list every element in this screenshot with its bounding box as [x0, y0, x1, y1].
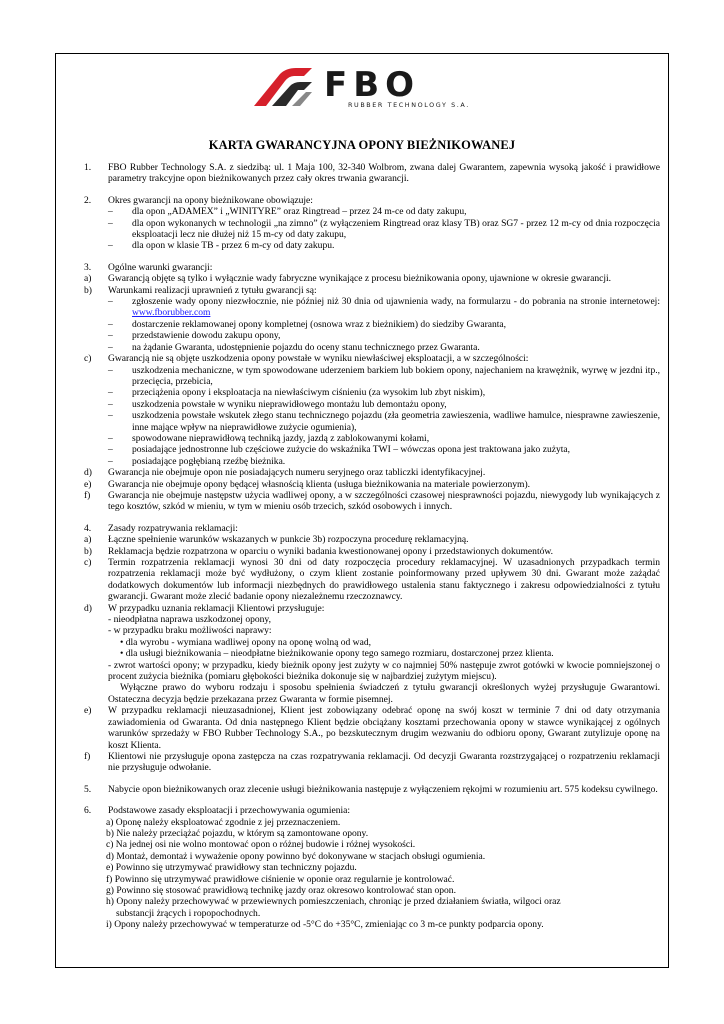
logo-text: FBO — [324, 65, 421, 105]
clause-letter: a) — [84, 273, 92, 285]
clause-b — [84, 285, 660, 296]
clause-text: Gwarancja nie obejmuje opony będącej własnością klienta (usługa bieżnikowania na materiale powierzonym). — [108, 478, 531, 490]
list-item: – dla opon „ADAMEX” i „WINITYRE” oraz Ringtread – przez 24 m-ce od daty zakupu, — [84, 206, 660, 217]
logo-swoosh-light — [292, 92, 312, 106]
remedy-line: - nieodpłatna naprawa uszkodzonej opony, — [108, 614, 271, 626]
clause-letter: d) — [84, 467, 92, 479]
clause-e — [84, 479, 660, 490]
document-title: KARTA GWARANCYJNA OPONY BIEŻNIKOWANEJ — [208, 138, 516, 152]
rule-item: g) Powinno się stosować prawidłową technikę jazdy oraz okresowo kontrolować stan opon. — [106, 884, 456, 896]
section-number: 2. — [84, 194, 92, 206]
rule-item: c) Na jednej osi nie wolno montować opon o różnej budowie i różnej wysokości. — [106, 839, 416, 851]
rule-item: e) Powinno się utrzymywać prawidłowy stan techniczny pojazdu. — [106, 862, 357, 874]
rule-item-continuation: substancji żrących i ropopochodnych. — [116, 907, 261, 919]
clause-f — [84, 490, 660, 513]
clause-d — [84, 603, 660, 614]
list-item-text: zgłoszenie wady opony niezwłocznie, nie później niż 30 dnia od ujawnienia wady, na formularzu - do pobrania na stronie internetowej: — [132, 296, 660, 308]
list-item: – dostarczenie reklamowanej opony kompletnej (osnowa wraz z bieżnikiem) do siedziby Gwaranta, — [84, 319, 660, 330]
remedy-line: - zwrot wartości opony; w przypadku, kiedy bieżnik opony jest zużyty w co najmniej 50% następuje zwrot gotówki w kwocie pomniejszonej o procent zużycia bieżnika (pomiaru głębokości bieżnika dokonuje się w najbardziej zużytym miejscu). — [108, 659, 660, 683]
list-item: – uszkodzenia powstałe wskutek złego stanu technicznego pojazdu (zła geometria zawieszenia, wadliwe hamulce, niesprawne zawieszenie, inne mające wpływ na nieprawidłowe zużycie ogumienia), — [84, 410, 660, 433]
list-item — [84, 296, 660, 319]
section-number: 5. — [84, 783, 92, 795]
section-text: Nabycie opon bieżnikowanych oraz zlecenie usługi bieżnikowania następuje z wyłączeniem rękojmi w rozumieniu art. 575 kodeksu cywilnego. — [108, 783, 658, 795]
section-header — [84, 262, 660, 273]
section-6 — [84, 805, 660, 930]
clause-text: Reklamacja będzie rozpatrzona w oparciu o wyniki badania kwestionowanej opony i przedstawionych dokumentów. — [108, 545, 554, 557]
clause-text: Termin rozpatrzenia reklamacji wynosi 30 dni od daty rozpoczęcia procedury reklamacyjnej. W uzasadnionych przypadkach termin rozpatrzenia reklamacji może być wydłużony, o czym klient zostanie poinformowany przed upływem 30 dni. Gwarant może zażądać dodatkowych dokumentów lub informacji niezbędnych do prawidłowego ustalenia stanu faktycznego i zakresu odpowiedzialności z tytułu gwarancji. Gwarant może zlecić badanie opony niezależnemu rzeczoznawcy. — [108, 557, 660, 603]
clause-text: Gwarancja nie obejmuje następstw użycia wadliwej opony, a w szczególności czasowej niesprawności pojazdu, niewygody lub wynikających z tego kosztów, szkód w mieniu, w tym w mieniu osób trzecich, szkód osobowych i innych. — [108, 489, 660, 513]
clause-letter: f) — [84, 489, 91, 501]
clause-letter: f) — [84, 750, 91, 762]
clause-text: Gwarancja nie obejmuje opon nie posiadających numeru seryjnego oraz tabliczki identyfikacyjnej. — [108, 467, 486, 479]
remedy-paragraph: Wyłączne prawo do wyboru rodzaju i sposobu spełnienia świadczeń z tytułu gwarancji określonych wyżej przysługuje Gwarantowi. Ostateczna decyzja będzie przekazana przez Gwaranta w formie pisemnej. — [108, 682, 660, 705]
rule-item: d) Montaż, demontaż i wyważenie opony powinno być dokonywane w stacjach obsługi ogumienia. — [106, 850, 486, 862]
website-link[interactable]: www.fborubber.com — [132, 307, 211, 319]
rule-item: h) Opony należy przechowywać w przewiewnych pomieszczeniach, chroniąc je przed działaniem światła, wilgoci oraz — [106, 896, 561, 908]
section-number: 3. — [84, 261, 92, 273]
clause-f — [84, 751, 660, 774]
rule-item: a) Oponę należy eksploatować zgodnie z jej przeznaczeniem. — [106, 816, 341, 828]
list-item: – dla opon wykonanych w technologii „na zimno” (z wyłączeniem Ringtread oraz klasy TB) oraz SG7 - przez 12 m-cy od dnia rozpoczęcia eksploatacji lecz nie dłużej niż 15 m-cy od daty zakupu, — [84, 218, 660, 241]
clause-c — [84, 353, 660, 364]
section-heading: Podstawowe zasady eksploatacji i przechowywania ogumienia: — [108, 805, 351, 817]
list-item: – na żądanie Gwaranta, udostępnienie pojazdu do oceny stanu technicznego przez Gwaranta. — [84, 342, 660, 353]
clause-text: Gwarancją nie są objęte uszkodzenia opony powstałe w wyniku niewłaściwej eksploatacji, a w szczególności: — [108, 353, 529, 365]
clause-letter: b) — [84, 284, 92, 296]
clause-text: W przypadku uznania reklamacji Klientowi przysługuje: — [108, 602, 325, 614]
rule-item: b) Nie należy przeciążać pojazdu, w którym są zamontowane opony. — [106, 827, 369, 839]
section-5 — [84, 784, 660, 795]
section-4 — [84, 523, 660, 774]
clause-letter: c) — [84, 557, 92, 568]
clause-text: Łączne spełnienie warunków wskazanych w punkcie 3b) rozpoczyna procedurę reklamacyjną. — [108, 534, 469, 546]
list-item: – uszkodzenia mechaniczne, w tym spowodowane uderzeniem barkiem lub bokiem opony, najechaniem na krawężnik, wyrwę w jezdni itp., przecięcia, przebicia, — [84, 365, 660, 388]
clause-text: W przypadku reklamacji nieuzasadnionej, Klient jest zobowiązany odebrać oponę na swój koszt w terminie 7 dni od daty otrzymania zawiadomienia od Gwaranta. Od dnia następnego Klient będzie obciążany kosztami przechowania opony w stawce wynikającej z ogólnych warunków sprzedaży w FBO Rubber Technology S.A., po bezskutecznym drugim wezwaniu do odbioru opony, Gwarant zutylizuje oponę na koszt Klienta. — [108, 705, 660, 751]
list-item: – spowodowane nieprawidłową techniką jazdy, jazdą z zablokowanymi kołami, — [84, 433, 660, 444]
section-heading: Ogólne warunki gwarancji: — [108, 261, 213, 273]
section-number: 1. — [84, 162, 92, 173]
clause-letter: b) — [84, 545, 92, 557]
list-item: – przedstawienie dowodu zakupu opony, — [84, 330, 660, 341]
section-header — [84, 523, 660, 534]
clause-text: Warunkami realizacji uprawnień z tytułu gwarancji są: — [108, 284, 317, 296]
list-item: – uszkodzenia powstałe w wyniku nieprawidłowego montażu lub demontażu opony, — [84, 399, 660, 410]
clause-c — [84, 557, 660, 603]
rule-item: i) Opony należy przechowywać w temperaturze od -5°C do +35°C, zmieniając co 3 m-ce punkty podparcia opony. — [106, 919, 544, 931]
section-heading: Okres gwarancji na opony bieżnikowane obowiązuje: — [108, 194, 313, 206]
clause-letter: e) — [84, 478, 92, 490]
section-2 — [84, 195, 660, 252]
list-item: – dla opon w klasie TB - przez 6 m-cy od daty zakupu. — [84, 240, 660, 251]
section-text: FBO Rubber Technology S.A. z siedzibą: ul. 1 Maja 100, 32-340 Wolbrom, zwana dalej Gwarantem, zapewnia wysoką jakość i prawidłowe parametry trakcyjne opon bieżnikowanych przez cały okres trwania gwarancji. — [108, 162, 660, 185]
clause-a — [84, 534, 660, 545]
section-3 — [84, 262, 660, 513]
document-body — [84, 162, 660, 931]
section-1 — [84, 162, 660, 185]
clause-b — [84, 546, 660, 557]
list-item: – przeciążenia opony i eksploatacja na niewłaściwym ciśnieniu (za wysokim lub zbyt niskim), — [84, 387, 660, 398]
remedy-bullet: • dla usługi bieżnikowania – nieodpłatne bieżnikowanie opony tego samego rozmiaru, dostarczonej przez klienta. — [120, 648, 554, 660]
clause-e — [84, 705, 660, 751]
section-header — [84, 805, 660, 816]
clause-letter: c) — [84, 353, 92, 365]
section-number: 6. — [84, 805, 92, 817]
clause-d — [84, 467, 660, 478]
fbo-logo — [252, 60, 482, 110]
list-item: – posiadające jednostronne lub częściowe zużycie do wskaźnika TWI – wówczas opona jest traktowana jako zużyta, — [84, 444, 660, 455]
logo-tagline: RUBBER TECHNOLOGY S.A. — [348, 101, 470, 109]
clause-letter: d) — [84, 602, 92, 614]
clause-text: Gwarancją objęte są tylko i wyłącznie wady fabryczne wynikające z procesu bieżnikowania opony, ujawnione w okresie gwarancji. — [108, 273, 612, 285]
clause-a — [84, 273, 660, 284]
remedy-line: - w przypadku braku możliwości naprawy: — [108, 625, 272, 637]
list-item: – posiadające pogłębianą rzeźbę bieżnika. — [84, 456, 660, 467]
clause-letter: a) — [84, 534, 92, 546]
clause-text: Klientowi nie przysługuje opona zastępcza na czas rozpatrywania reklamacji. Od decyzji Gwaranta rozstrzygającej o rozpatrzeniu reklamacji nie przysługuje odwołanie. — [108, 750, 660, 774]
remedy-bullet: • dla wyrobu - wymiana wadliwej opony na oponę wolną od wad, — [120, 636, 371, 648]
clause-letter: e) — [84, 705, 92, 717]
section-number: 4. — [84, 522, 92, 534]
section-heading: Zasady rozpatrywania reklamacji: — [108, 522, 238, 534]
rule-item: f) Powinno się utrzymywać prawidłowe ciśnienie w oponie oraz regularnie je kontrolować. — [106, 873, 455, 885]
